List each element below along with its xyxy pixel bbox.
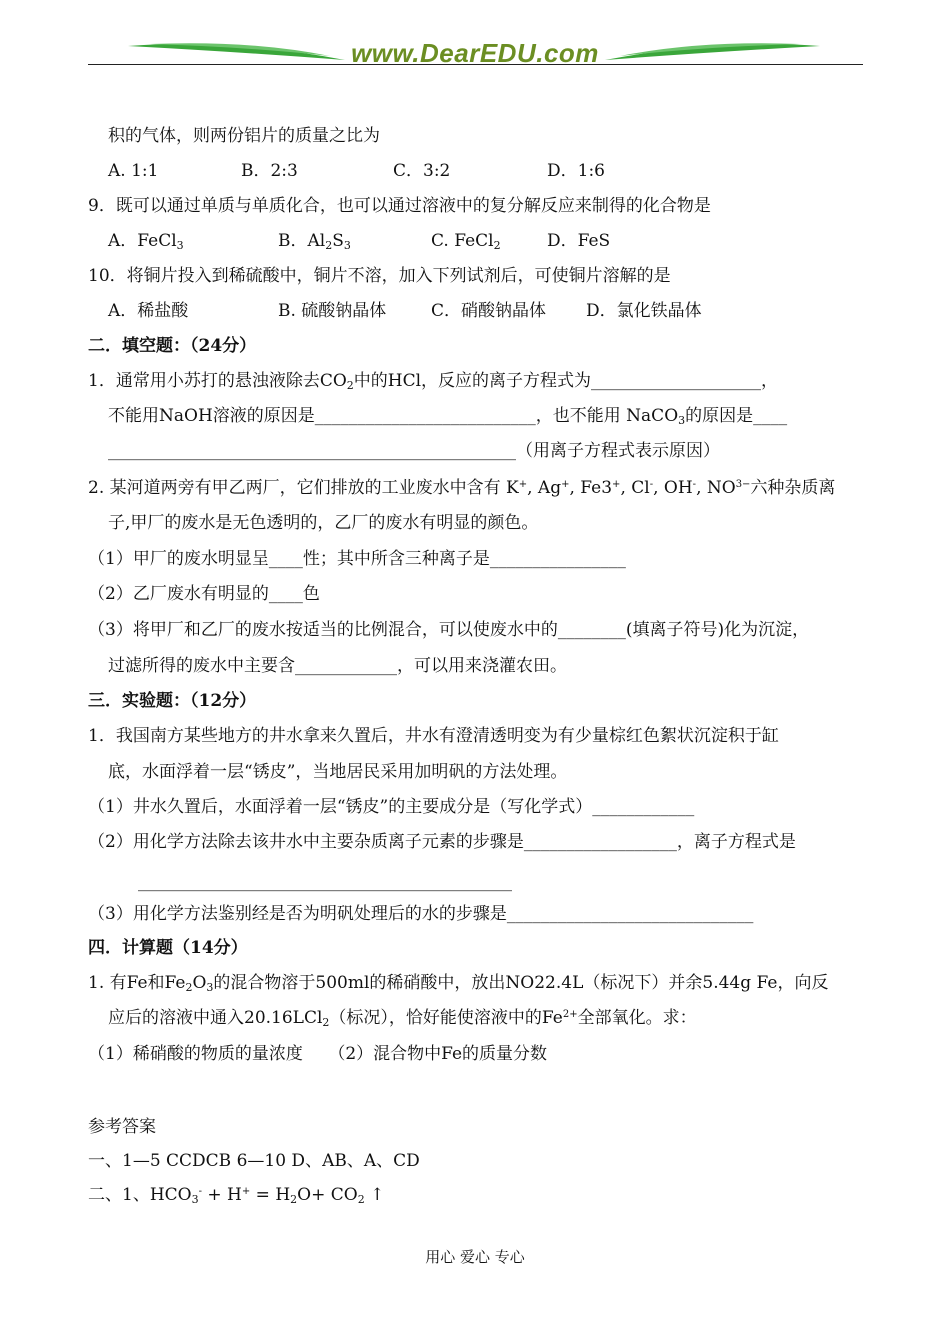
section-4-heading: 四．计算题（14分） — [88, 938, 248, 958]
s2-q2-part-1: （1）甲厂的废水明显呈____性；其中所含三种离子是________________ — [88, 549, 626, 569]
q10-option-b: B. 硫酸钠晶体 — [278, 301, 387, 321]
q10-option-a: A．稀盐酸 — [108, 301, 189, 321]
q8-option-d: D．1:6 — [547, 161, 605, 181]
q9-option-b: B．$Al_2S_3$ — [278, 231, 351, 252]
q10-option-c: C．硝酸钠晶体 — [431, 301, 547, 321]
s4-q1-parts: （1）稀硝酸的物质的量浓度 （2）混合物中Fe的质量分数 — [88, 1044, 548, 1064]
s2-q1-line-3: ________________________________________________（用离子方程式表示原因） — [108, 441, 720, 461]
s2-q2-part-3-line-1: （3）将甲厂和乙厂的废水按适当的比例混合，可以使废水中的________(填离子符号)化为沉淀， — [88, 620, 810, 640]
page-footer: 用心 爱心 专心 — [425, 1248, 525, 1266]
s2-q2-part-3-line-2: 过滤所得的废水中主要含____________，可以用来浇灌农田。 — [108, 656, 567, 676]
s3-q1-line-1: 1．我国南方某些地方的井水拿来久置后，井水有澄清透明变为有少量棕红色絮状沉淀积于缸 — [88, 726, 779, 746]
s3-part-3: （3）用化学方法鉴别经是否为明矾处理后的水的步骤是_____________________________ — [88, 904, 754, 924]
s2-q1-line-2: 不能用NaOH溶液的原因是__________________________，也不能用 NaCO$_3$的原因是____ — [108, 406, 788, 427]
q8-option-b: B．2:3 — [241, 161, 298, 181]
site-logo-text: www.DearEDU.com — [351, 38, 599, 68]
s4-q1-line-2: 应后的溶液中通入20.16LCl$_2$（标况），恰好能使溶液中的$Fe^{2+}$全部氧化。求： — [108, 1008, 697, 1029]
page-header — [0, 0, 950, 80]
q8-option-c: C．3:2 — [393, 161, 451, 181]
section-3-heading: 三．实验题：（12分） — [88, 691, 257, 711]
s4-q1-line-1: 1. 有Fe和$Fe_2O_3$的混合物溶于500ml的稀硝酸中，放出NO22.4L（标况下）并余5.44g Fe，向反 — [88, 973, 829, 994]
s2-q2-part-2: （2）乙厂废水有明显的____色 — [88, 584, 320, 604]
section-2-heading: 二．填空题：（24分） — [88, 336, 257, 356]
q10-stem: 10．将铜片投入到稀硫酸中，铜片不溶，加入下列试剂后，可使铜片溶解的是 — [88, 266, 671, 286]
q9-stem: 9．既可以通过单质与单质化合，也可以通过溶液中的复分解反应来制得的化合物是 — [88, 196, 711, 216]
q9-option-d: D．FeS — [547, 231, 611, 251]
answers-line-1: 一、1—5 CCDCB 6—10 D、AB、A、CD — [88, 1151, 420, 1171]
s3-part-1: （1）井水久置后，水面浮着一层“锈皮”的主要成分是（写化学式）____________ — [88, 797, 695, 817]
q10-options — [88, 299, 864, 323]
q9-option-c: C. FeCl$_2$ — [431, 231, 501, 252]
s2-q1-line-1: 1．通常用小苏打的悬浊液除去$CO_2$中的HCl，反应的离子方程式为____________________， — [88, 371, 779, 392]
s3-part-2-line-2: ____________________________________________ — [138, 872, 512, 892]
s2-q2-line-2: 子,甲厂的废水是无色透明的，乙厂的废水有明显的颜色。 — [108, 513, 539, 533]
s3-part-2-line-1: （2）用化学方法除去该井水中主要杂质离子元素的步骤是__________________，离子方程式是 — [88, 832, 796, 852]
q8-option-a: A. 1:1 — [108, 161, 159, 181]
q9-option-a: A．FeCl$_3$ — [108, 231, 184, 252]
q9-options — [88, 229, 864, 253]
header-rule — [88, 64, 863, 65]
answers-line-2: 二、1、$HCO_3^- + H^+ = H_2O+ CO_2$ ↑ — [88, 1185, 385, 1206]
s2-q2-line-1: 2. 某河道两旁有甲乙两厂，它们排放的工业废水中含有 K+, Ag+, Fe3+, Cl-, OH-, $NO^{3-}$六种杂质离 — [88, 478, 836, 498]
s3-q1-line-2: 底，水面浮着一层“锈皮”，当地居民采用加明矾的方法处理。 — [108, 762, 568, 782]
q8-continuation: 积的气体，则两份铝片的质量之比为 — [108, 126, 380, 146]
answers-heading: 参考答案 — [88, 1117, 156, 1137]
q8-options — [88, 159, 864, 183]
q10-option-d: D．氯化铁晶体 — [586, 301, 702, 321]
